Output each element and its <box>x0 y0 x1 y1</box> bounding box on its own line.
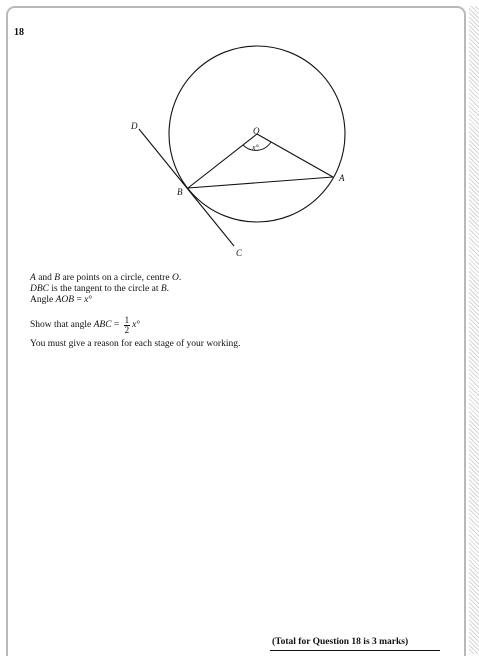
question-number: 18 <box>14 27 24 38</box>
show-that-line: Show that angle ABC = $\frac{1}{2}$ x ° <box>30 315 141 335</box>
statement-line-1: A and B are points on a circle, centre O. <box>30 273 182 283</box>
statement-line-3: Angle AOB = x° <box>30 295 93 305</box>
statement-line-2: DBC is the tangent to the circle at B. <box>30 284 170 294</box>
label-d: D <box>131 121 138 131</box>
label-c: C <box>236 248 243 258</box>
tangent-line-dbc <box>139 129 234 246</box>
fraction-one-half: $\frac{1}{2}$ <box>124 315 130 335</box>
reason-instruction: You must give a reason for each stage of your working. <box>30 339 241 349</box>
radius-ob <box>188 134 257 188</box>
label-b: B <box>177 187 183 197</box>
question-text <box>30 273 240 350</box>
label-angle-x: x° <box>252 143 259 152</box>
label-a: A <box>339 173 345 183</box>
radius-oa <box>257 134 333 177</box>
label-o: O <box>253 126 260 136</box>
total-underline <box>270 650 440 651</box>
total-marks: (Total for Question 18 is 3 marks) <box>272 637 409 647</box>
chord-ab <box>188 177 333 188</box>
